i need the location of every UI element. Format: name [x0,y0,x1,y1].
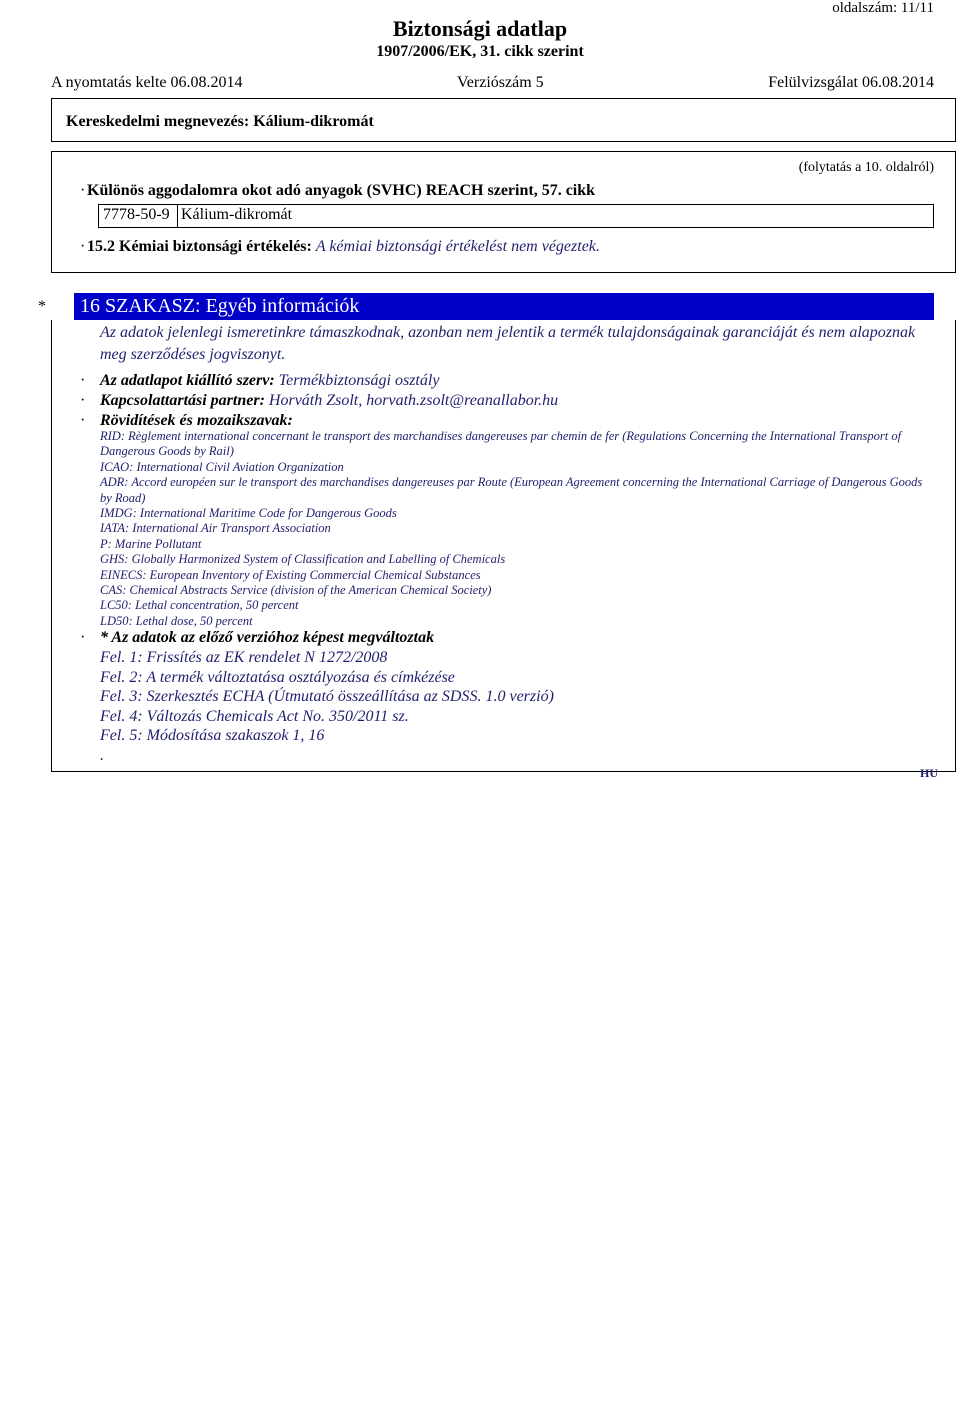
list-item: Fel. 3: Szerkesztés ECHA (Útmutató összeállítása az SDSS. 1.0 verzió) [100,688,554,705]
section16-intro: Az adatok jelenlegi ismeretinkre támaszkodnak, azonban nem jelentik a termék tulajdonságainak garanciáját és nem alapoznak meg szerződéses jogviszonyt. [100,324,916,363]
document-subtitle: 1907/2006/EK, 31. cikk szerint [376,43,584,60]
changed-marker: * [38,298,46,315]
changes-list [100,648,554,765]
continuation-note: (folytatás a 10. oldalról) [798,160,934,175]
bullet: · [80,412,86,429]
list-item: GHS: Globally Harmonized System of Classification and Labelling of Chemicals [100,552,506,567]
list-item: ICAO: International Civil Aviation Organization [100,459,344,474]
language-code: HU [920,766,938,780]
svhc-table-divider [177,205,178,227]
list-item: IATA: International Air Transport Association [100,521,331,536]
contact-line [100,392,558,410]
list-item: IMDG: International Maritime Code for Dangerous Goods [100,506,397,521]
list-item: EINECS: European Inventory of Existing Commercial Chemical Substances [100,567,481,582]
assessment-value: A kémiai biztonsági értékelést nem végeztek. [315,238,600,255]
abbreviations-label: Rövidítések és mozaikszavak: [100,412,293,429]
list-item: . [100,746,104,764]
list-item: ADR: Accord européen sur le transport des marchandises dangereuses par Route (European Agreement concerning the International Carriage of Dangerous Goods by Road) [100,475,923,505]
issuer-line [100,372,439,390]
svhc-substance-name: Kálium-dikromát [181,206,293,223]
list-item: CAS: Chemical Abstracts Service (division of the American Chemical Society) [100,583,492,598]
bullet: · [80,392,86,409]
contact-label: Kapcsolattartási partner: [100,392,265,409]
bullet: · [80,372,86,389]
list-item: Fel. 5: Módosítása szakaszok 1, 16 [100,727,325,744]
list-item: Fel. 1: Frissítés az EK rendelet N 1272/2008 [100,649,388,666]
list-item: P: Marine Pollutant [100,536,202,551]
revision-date: Felülvizsgálat 06.08.2014 [768,74,934,91]
bullet: · [80,238,86,255]
list-item: LC50: Lethal concentration, 50 percent [100,598,299,613]
issuer-label: Az adatlapot kiállító szerv: [100,372,275,389]
assessment-label: 15.2 Kémiai biztonsági értékelés: [87,238,312,255]
changes-label: * Az adatok az előző verzióhoz képest megváltoztak [100,629,435,646]
list-item: Fel. 4: Változás Chemicals Act No. 350/2011 sz. [100,707,409,725]
list-item: RID: Règlement international concernant le transport des marchandises dangereuses par chemin de fer (Regulations Concerning the International Transport of Dangerous Goods by Rail) [100,429,902,459]
bullet: · [80,629,86,646]
page-number: oldalszám: 11/11 [832,0,934,16]
trade-name: Kereskedelmi megnevezés: Kálium-dikromát [66,113,374,130]
document-title: Biztonsági adatlap [392,16,568,41]
version-number: Verziószám 5 [457,74,544,91]
print-date: A nyomtatás kelte 06.08.2014 [51,74,243,91]
contact-value: Horváth Zsolt, horvath.zsolt@reanallabor.hu [268,392,559,409]
issuer-value: Termékbiztonsági osztály [278,372,440,389]
abbreviations-list [100,429,936,629]
svhc-cas-number: 7778-50-9 [103,206,170,223]
chemical-safety-assessment [87,238,600,256]
list-item: LD50: Lethal dose, 50 percent [100,613,253,628]
bullet: · [80,182,86,199]
svhc-title: Különös aggodalomra okot adó anyagok (SVHC) REACH szerint, 57. cikk [87,182,596,199]
list-item: Fel. 2: A termék változtatása osztályozása és címkézése [100,668,455,686]
section16-title: 16 SZAKASZ: Egyéb információk [80,295,360,317]
